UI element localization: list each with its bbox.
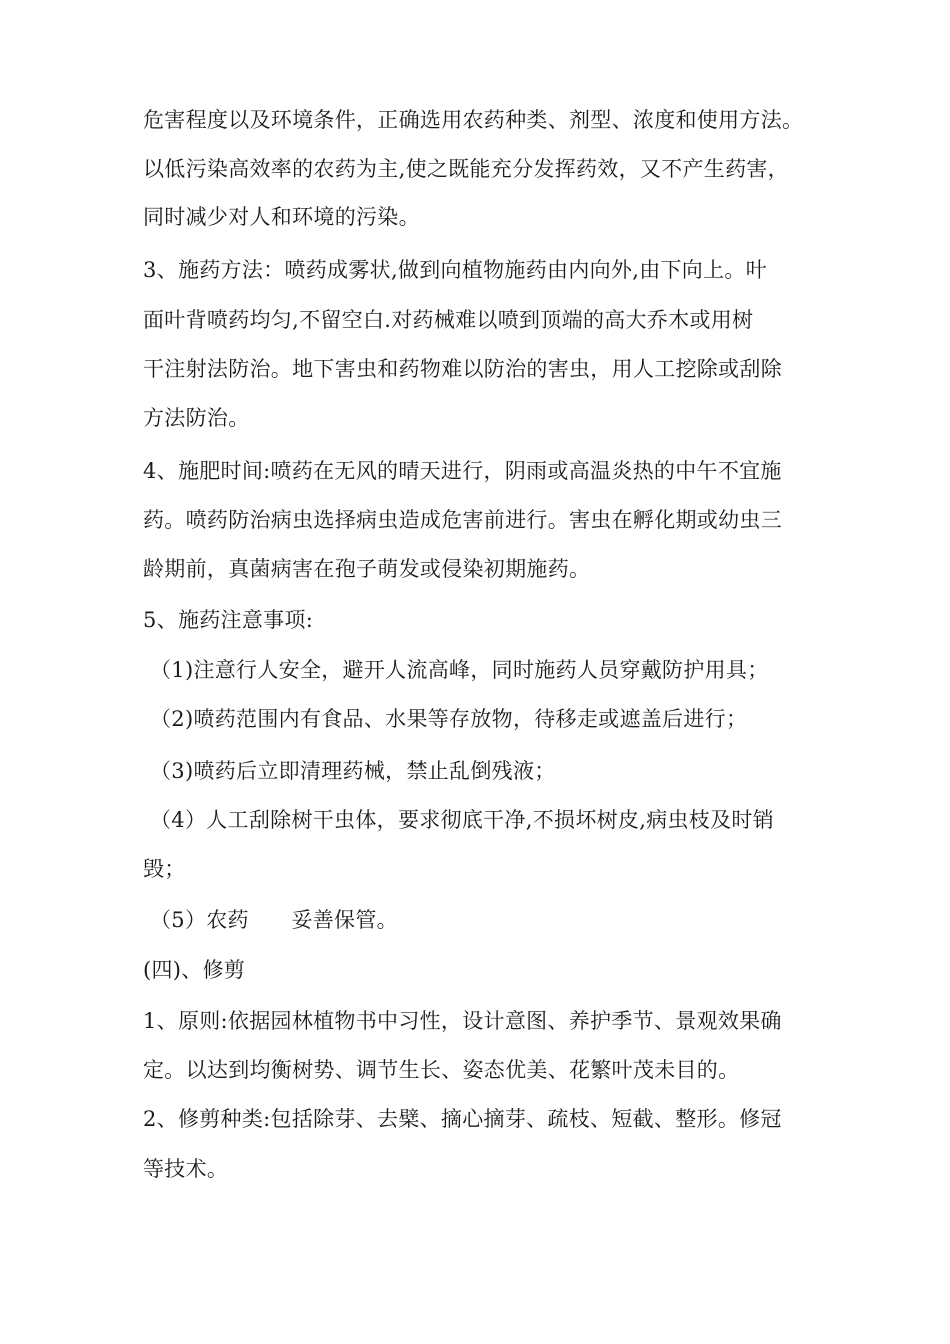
text-line: 同时减少对人和环境的污染。 [143,205,420,229]
text-line: 方法防治。 [143,406,250,430]
text-line: 以低污染高效率的农药为主,使之既能充分发挥药效，又不产生药害， [143,157,789,181]
text-line: （5）农药 妥善保管。 [150,908,398,932]
text-line: 3、施药方法：喷药成雾状,做到向植物施药由内向外,由下向上。叶 [143,258,768,282]
text-line: （2)喷药范围内有食品、水果等存放物，待移走或遮盖后进行； [150,707,748,731]
text-line: 危害程度以及环境条件，正确选用农药种类、剂型、浓度和使用方法。 [143,108,804,132]
text-line: （3)喷药后立即清理药械，禁止乱倒残液； [150,759,556,783]
text-line: (四)、修剪 [143,958,246,982]
text-line: 毁； [143,857,186,881]
text-line: 等技术。 [143,1157,229,1181]
text-line: 4、施肥时间:喷药在无风的晴天进行，阴雨或高温炎热的中午不宜施 [143,459,782,483]
text-line: 干注射法防治。地下害虫和药物难以防治的害虫，用人工挖除或刮除 [143,357,782,381]
text-line: （4）人工刮除树干虫体，要求彻底干净,不损坏树皮,病虫枝及时销 [150,808,775,832]
text-line: 1、原则:依据园林植物书中习性，设计意图、养护季节、景观效果确 [143,1009,782,1033]
text-line: 龄期前，真菌病害在孢子萌发或侵染初期施药。 [143,557,591,581]
text-line: （1)注意行人安全，避开人流高峰，同时施药人员穿戴防护用具； [150,658,769,682]
text-line: 5、施药注意事项: [143,608,314,632]
text-line: 2、修剪种类:包括除芽、去檗、摘心摘芽、疏枝、短截、整形。修冠 [143,1107,782,1131]
text-line: 药。喷药防治病虫选择病虫造成危害前进行。害虫在孵化期或幼虫三 [143,508,782,532]
text-line: 定。以达到均衡树势、调节生长、姿态优美、花繁叶茂未目的。 [143,1058,740,1082]
text-line: 面叶背喷药均匀,不留空白.对药械难以喷到顶端的高大乔木或用树 [143,308,754,332]
